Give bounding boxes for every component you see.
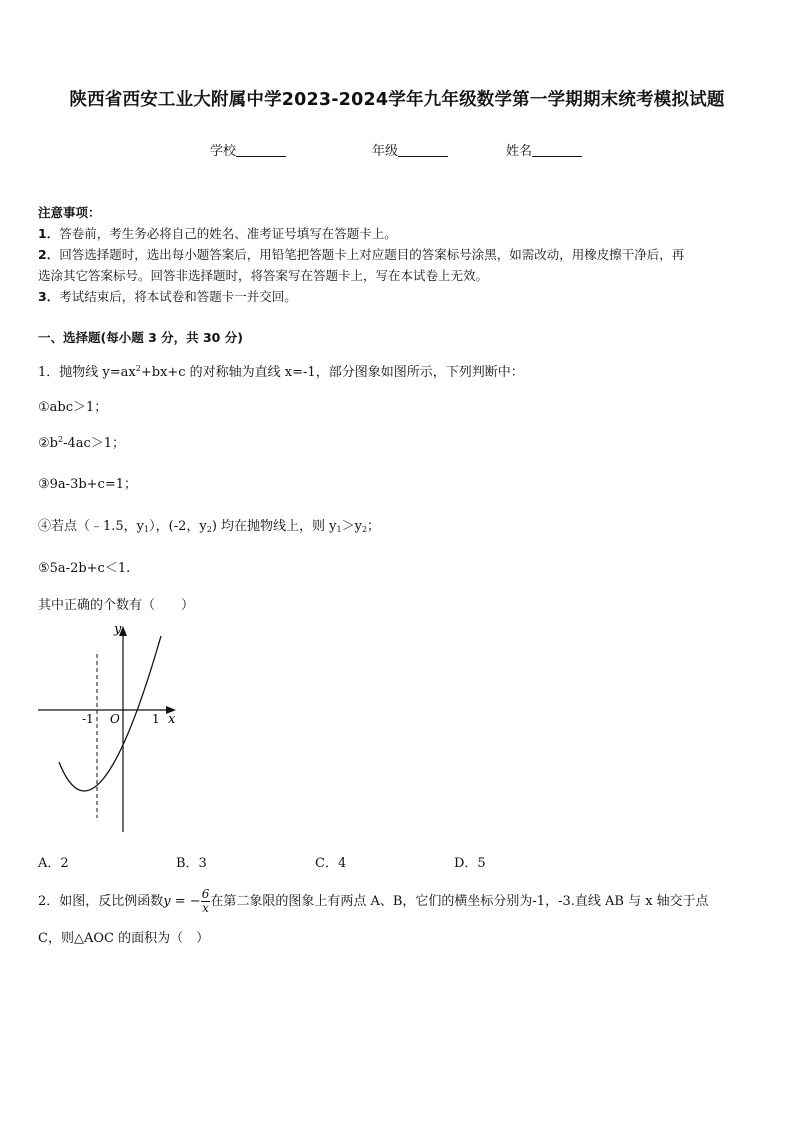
tick-label-neg1: -1	[82, 712, 94, 726]
q2-stem: 2．如图，反比例函数y = − $\frac{6}{x}$ 在第二象限的图象上有两点 A、B，它们的横坐标分别为-1，-3.直线 AB 与 x 轴交于点	[38, 887, 709, 915]
q1-option-a[interactable]: A．2	[38, 856, 69, 871]
grade-blank[interactable]	[398, 143, 448, 157]
q2-stem-line2: C，则△AOC 的面积为（ ）	[38, 931, 210, 946]
parabola-graph	[30, 620, 190, 840]
q1-option-d[interactable]: D．5	[454, 856, 486, 871]
school-label: 学校	[210, 144, 237, 159]
grade-label: 年级	[372, 144, 399, 159]
name-label: 姓名	[506, 144, 533, 159]
x-axis-label: x	[168, 712, 176, 727]
note-item: 选涂其它答案标号。回答非选择题时，将答案写在答题卡上，写在本试卷上无效。	[38, 268, 489, 283]
note-item: 3．考试结束后，将本试卷和答题卡一并交回。	[38, 289, 297, 304]
q1-statement-2: $②b^2-4ac>1$；	[38, 435, 126, 451]
q1-statement-1: ①abc＞1；	[38, 400, 108, 415]
name-field	[506, 140, 582, 159]
q1-option-c[interactable]: C．4	[315, 856, 347, 871]
notes-heading: 注意事项：	[38, 205, 101, 220]
school-field	[210, 140, 286, 159]
q1-statement-5: ⑤5a-2b+c＜1.	[38, 561, 131, 576]
origin-label: O	[110, 712, 120, 726]
q1-option-b[interactable]: B．3	[176, 856, 207, 871]
q1-statement-4: ④若点（﹣1.5，$y_1$），(-2，$y_2$) 均在抛物线上，则 $y_1>y_2$；	[38, 519, 381, 534]
note-item: 1．答卷前，考生务必将自己的姓名、准考证号填写在答题卡上。	[38, 226, 397, 241]
name-blank[interactable]	[532, 143, 582, 157]
note-item: 2．回答选择题时，选出每小题答案后，用铅笔把答题卡上对应题目的答案标号涂黑，如需改动，用橡皮擦干净后，再	[38, 247, 685, 262]
q1-question: 其中正确的个数有（ ）	[38, 598, 195, 613]
y-axis-label: y	[114, 622, 122, 637]
q2-fraction: $\frac{6}{x}$	[201, 887, 210, 915]
grade-field	[372, 140, 448, 159]
q1-stem: 1．抛物线 $y=ax^2+bx+c$ 的对称轴为直线 x=-1，部分图象如图所示，下列判断中：	[38, 364, 524, 380]
q1-statement-3: ③9a-3b+c=1；	[38, 477, 137, 492]
section-title: 一、选择题(每小题 3 分，共 30 分)	[38, 330, 243, 345]
school-blank[interactable]	[236, 143, 286, 157]
exam-title: 陕西省西安工业大附属中学2023-2024学年九年级数学第一学期期末统考模拟试题	[69, 90, 725, 110]
tick-label-pos1: 1	[152, 712, 160, 726]
